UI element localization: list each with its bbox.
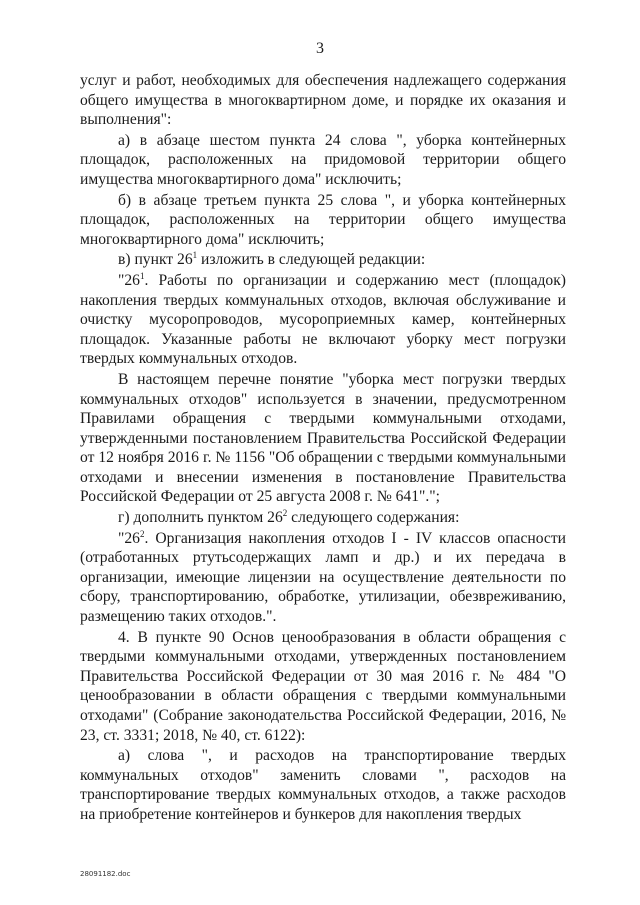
document-body bbox=[80, 71, 566, 825]
paragraph bbox=[80, 271, 566, 369]
paragraph bbox=[80, 508, 566, 528]
paragraph-text: . Организация накопления отходов I - IV классов опасности (отработанных ртутьсодержащих ламп и др.) и их передача в организации, имеющие лицензии на осуществление деятельности по сбору, транспортированию, обработке, утилизации, обезвреживанию, размещению таких отходов.". bbox=[80, 529, 566, 626]
paragraph-text: В настоящем перечне понятие "уборка мест погрузки твердых коммунальных отходов" используется в значении, предусмотренном Правилами обращения с твердыми коммунальными отходами, утвержденными постановлением Правительства Российской Федерации от 12 ноября 2016 г. № 1156 "Об обращении с твердыми коммунальными отходами и внесении изменения в постановление Правительства Российской Федерации от 25 августа 2008 г. № 641"."; bbox=[80, 370, 566, 506]
paragraph-text: в) пункт 26 bbox=[118, 251, 193, 269]
paragraph-text: г) дополнить пунктом 26 bbox=[118, 509, 283, 527]
paragraph-text: а) в абзаце шестом пункта 24 слова ", уборка контейнерных площадок, расположенных на придомовой территории общего имущества многоквартирного дома" исключить; bbox=[80, 131, 566, 188]
paragraph-text: следующего содержания: bbox=[287, 509, 460, 527]
paragraph-text: а) слова ", и расходов на транспортирование твердых коммунальных отходов" заменить словами ", расходов на транспортирование твердых коммунальных отходов, а также расходов на приобретение контейнеров и бункеров для накопления твердых bbox=[80, 747, 566, 823]
superscript: 1 bbox=[192, 250, 198, 261]
paragraph-text: б) в абзаце третьем пункта 25 слова ", и уборка контейнерных площадок, расположенных на территории общего имущества многоквартирного дома" исключить; bbox=[80, 191, 566, 248]
page-number: 3 bbox=[316, 40, 324, 57]
paragraph-text: услуг и работ, необходимых для обеспечения надлежащего содержания общего имущества в многоквартирном доме, и порядке их оказания и выполнения": bbox=[80, 72, 566, 129]
paragraph bbox=[80, 529, 566, 627]
paragraph-text: . Работы по организации и содержанию мест (площадок) накопления твердых коммунальных отходов, включая обслуживание и очистку мусоропроводов, мусороприемных камер, контейнерных площадок. Указанные работы не включают уборку мест погрузки твердых коммунальных отходов. bbox=[80, 271, 566, 368]
paragraph-text: 4. В пункте 90 Основ ценообразования в области обращения с твердыми коммунальными отходами, утвержденных постановлением Правительства Российской Федерации от 30 мая 2016 г. № 484 "О ценообразовании в области обращения с твердыми коммунальными отходами" (Собрание законодательства Российской Федерации, 2016, № 23, ст. 3331; 2018, № 40, ст. 6122): bbox=[80, 628, 566, 744]
paragraph bbox=[80, 191, 566, 250]
footer-file-code: 28091182.doc bbox=[80, 870, 131, 878]
superscript: 1 bbox=[139, 270, 145, 281]
paragraph-text: "26 bbox=[118, 271, 140, 289]
paragraph-text: изложить в следующей редакции: bbox=[197, 251, 426, 269]
paragraph bbox=[80, 370, 566, 507]
superscript: 2 bbox=[282, 508, 288, 519]
paragraph-text: "26 bbox=[118, 529, 140, 547]
paragraph bbox=[80, 746, 566, 824]
superscript: 2 bbox=[139, 528, 145, 539]
paragraph bbox=[80, 250, 566, 270]
paragraph bbox=[80, 628, 566, 746]
paragraph bbox=[80, 131, 566, 190]
paragraph bbox=[80, 71, 566, 130]
